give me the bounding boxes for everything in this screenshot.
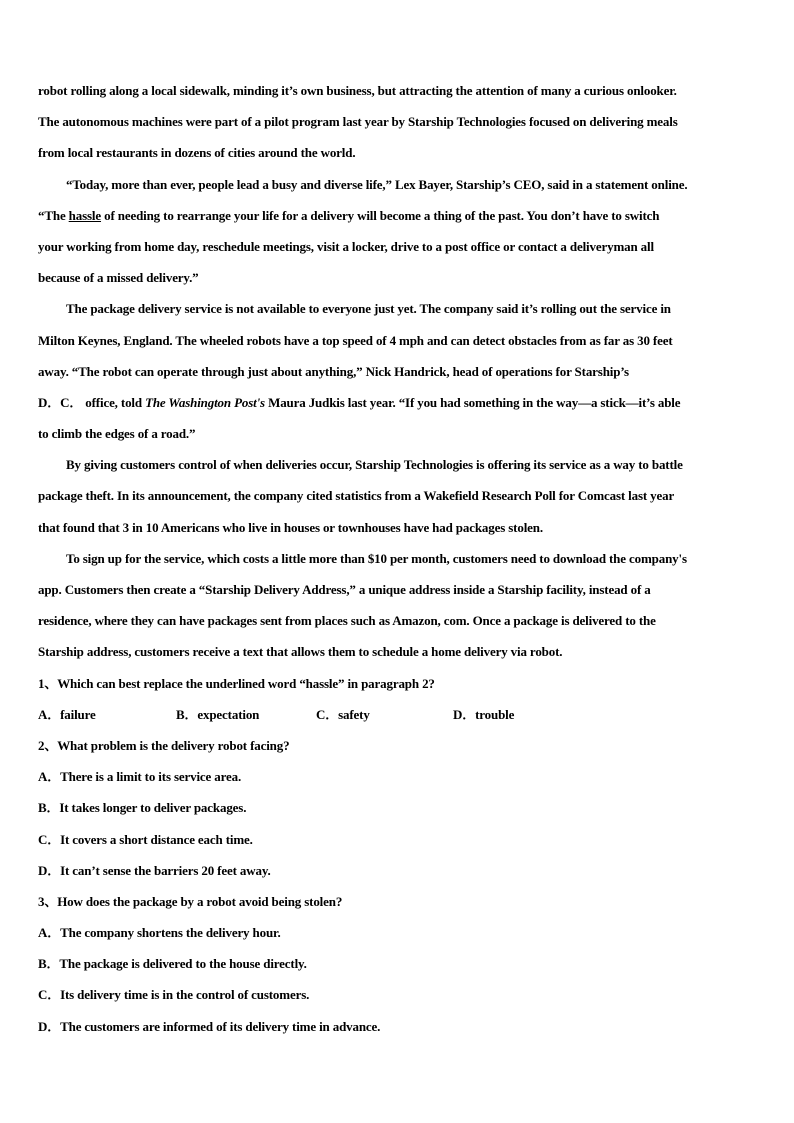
text-line: Milton Keynes, England. The wheeled robots have a top speed of 4 mph and can detect obstacles from as far as 30 feet bbox=[38, 332, 673, 348]
option-c[interactable]: C．It covers a short distance each time. bbox=[38, 831, 253, 847]
paragraph-3 bbox=[38, 298, 764, 454]
italic-publication-name: The Washington Post's bbox=[145, 394, 265, 410]
text-line: To sign up for the service, which costs a little more than $10 per month, customers need to download the company's bbox=[66, 550, 687, 566]
text-span: D．C． office, told bbox=[38, 394, 146, 410]
question-stem: 3、How does the package by a robot avoid being stolen? bbox=[38, 893, 343, 909]
question-stem: 2、What problem is the delivery robot facing? bbox=[38, 737, 290, 753]
text-span: “The bbox=[38, 207, 69, 223]
option-d[interactable]: D．The customers are informed of its delivery time in advance. bbox=[38, 1018, 381, 1034]
text-span: Maura Judkis last year. “If you had something in the way—a stick—it’s able bbox=[264, 394, 681, 410]
text-line: from local restaurants in dozens of cities around the world. bbox=[38, 145, 356, 161]
text-line bbox=[38, 392, 764, 423]
question-stem: 1、Which can best replace the underlined word “hassle” in paragraph 2? bbox=[38, 675, 435, 691]
text-line: away. “The robot can operate through just about anything,” Nick Handrick, head of operations for Starship’s bbox=[38, 363, 629, 379]
passage bbox=[38, 80, 764, 673]
text-line: to climb the edges of a road.” bbox=[38, 426, 196, 442]
text-line: residence, where they can have packages sent from places such as Amazon, com. Once a package is delivered to the bbox=[38, 613, 656, 629]
option-b[interactable]: B．expectation bbox=[176, 706, 260, 722]
text-line: app. Customers then create a “Starship Delivery Address,” a unique address inside a Starship facility, instead of a bbox=[38, 582, 651, 597]
option-c[interactable]: C．Its delivery time is in the control of customers. bbox=[38, 987, 310, 1003]
text-line: package theft. In its announcement, the company cited statistics from a Wakefield Research Poll for Comcast last year bbox=[38, 488, 675, 504]
text-span: of needing to rearrange your life for a delivery will become a thing of the past. You don’t have to switch bbox=[101, 207, 660, 223]
underlined-word-hassle: hassle bbox=[68, 207, 102, 223]
document-page bbox=[38, 80, 764, 1047]
text-line: your working from home day, reschedule meetings, visit a locker, drive to a post office or contact a deliveryman all bbox=[38, 238, 654, 254]
text-line bbox=[38, 205, 764, 236]
question-3 bbox=[38, 891, 764, 1047]
option-a[interactable]: A．The company shortens the delivery hour. bbox=[38, 925, 281, 941]
text-line: The autonomous machines were part of a pilot program last year by Starship Technologies focused on delivering meals bbox=[38, 114, 678, 130]
option-c[interactable]: C．safety bbox=[316, 706, 370, 722]
text-line: that found that 3 in 10 Americans who live in houses or townhouses have had packages stolen. bbox=[38, 519, 543, 535]
text-line: By giving customers control of when deliveries occur, Starship Technologies is offering its service as a way to battle bbox=[66, 457, 683, 473]
option-d[interactable]: D．trouble bbox=[453, 706, 515, 722]
text-line: because of a missed delivery.” bbox=[38, 270, 199, 286]
text-line: “Today, more than ever, people lead a busy and diverse life,” Lex Bayer, Starship’s CEO, said in a statement online. bbox=[66, 176, 688, 192]
option-b[interactable]: B．The package is delivered to the house directly. bbox=[38, 956, 307, 972]
paragraph-5 bbox=[38, 548, 764, 673]
option-a[interactable]: A．failure bbox=[38, 706, 96, 722]
question-2 bbox=[38, 735, 764, 891]
option-b[interactable]: B．It takes longer to deliver packages. bbox=[38, 800, 247, 816]
text-line: robot rolling along a local sidewalk, minding it’s own business, but attracting the attention of many a curious onlooker. bbox=[38, 83, 677, 98]
paragraph-4 bbox=[38, 454, 764, 548]
paragraph-1 bbox=[38, 80, 764, 174]
option-a[interactable]: A．There is a limit to its service area. bbox=[38, 769, 242, 785]
paragraph-2 bbox=[38, 174, 764, 299]
option-d[interactable]: D．It can’t sense the barriers 20 feet away. bbox=[38, 862, 271, 878]
question-1 bbox=[38, 673, 764, 735]
text-line: Starship address, customers receive a text that allows them to schedule a home delivery via robot. bbox=[38, 644, 563, 660]
option-row bbox=[38, 704, 764, 735]
text-line: The package delivery service is not available to everyone just yet. The company said it’s rolling out the service in bbox=[66, 301, 671, 317]
